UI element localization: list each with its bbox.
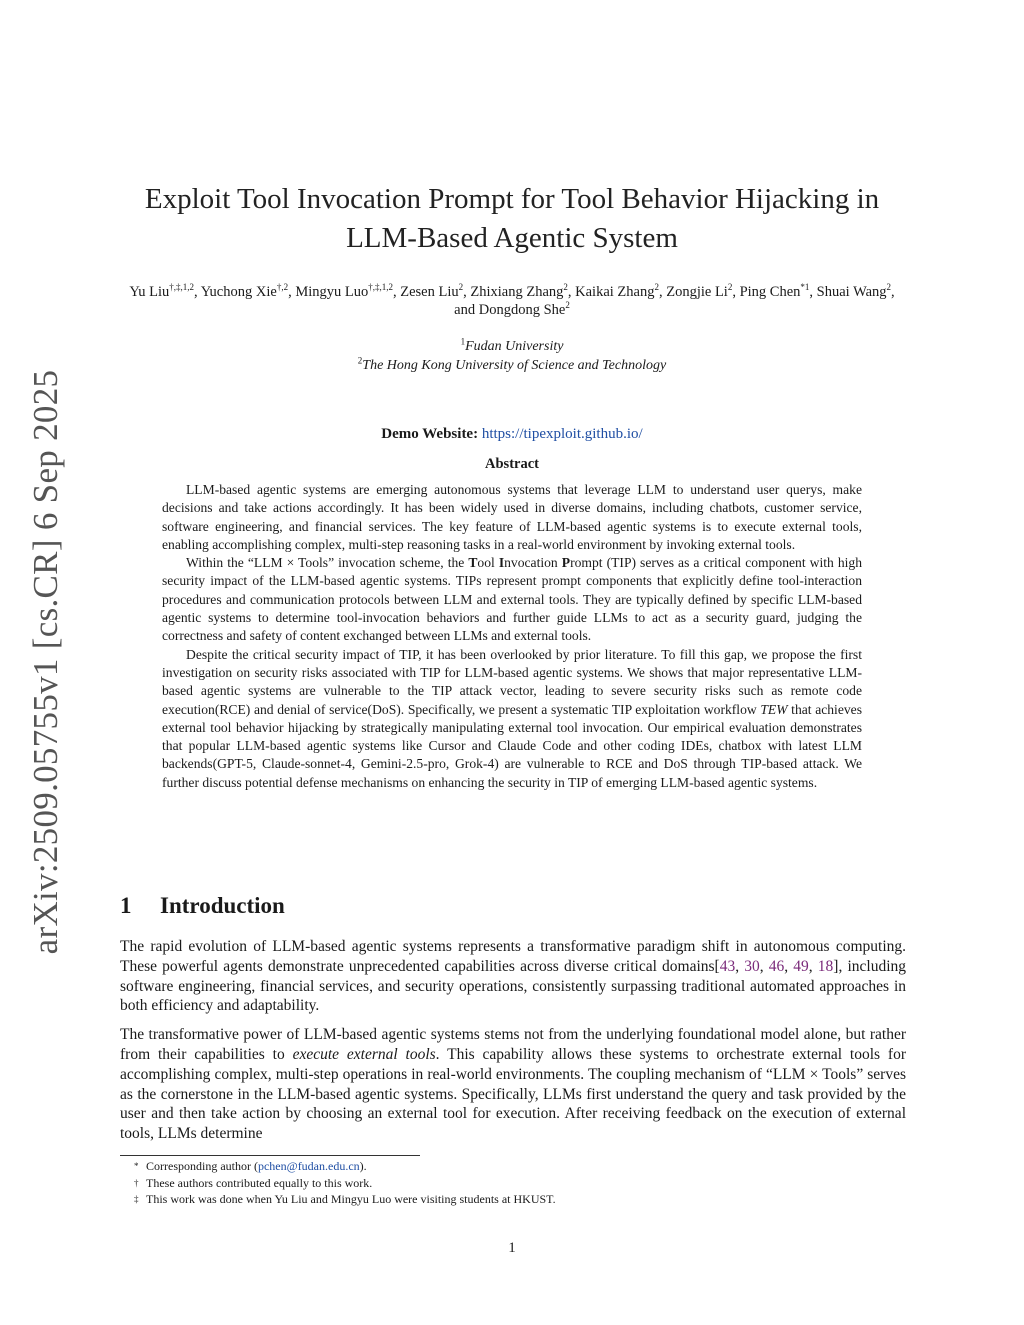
citation-link[interactable]: 46 — [768, 957, 785, 975]
title-line-1: Exploit Tool Invocation Prompt for Tool Behavior Hijacking in — [144, 183, 880, 215]
affiliation: $^1$Fudan University — [460, 336, 564, 354]
citation-link[interactable]: 18 — [817, 957, 834, 975]
footnote: † These authors contributed equally to this work. — [134, 1175, 373, 1190]
section-title: Introduction — [160, 893, 285, 918]
demo-url-link[interactable]: https://tipexploit.github.io/ — [481, 426, 643, 442]
paper-title — [100, 180, 924, 258]
email-link[interactable]: pchen@fudan.edu.cn — [257, 1159, 360, 1173]
demo-label: Demo Website: — [381, 426, 479, 442]
citation-link[interactable]: 30 — [744, 957, 760, 975]
footnote-rule — [120, 1155, 420, 1156]
affiliations — [120, 337, 904, 375]
citation-link[interactable]: 49 — [793, 957, 809, 975]
page-number: 1 — [508, 1240, 516, 1256]
citation-link[interactable]: 43 — [719, 957, 736, 975]
abstract-body — [162, 481, 862, 792]
abstract-heading: Abstract — [485, 456, 539, 472]
author: Zesen Liu$^2$ — [400, 282, 464, 300]
abstract-paragraph: Despite the critical security impact of TIP, it has been overlooked by prior literature. To fill this gap, we propose the first investigation on security risks associated with TIP for LLM-based agentic systems. We shows that major representative LLM-based agentic systems are vulnerable to the TIP attack vector, leading to severe security risks such as remote code execution(RCE) and denial of service(DoS). Specifically, we present a systematic TIP exploitation workflow TEW that achieves external tool behavior hijacking by strategically manipulating external tool invocation. Our empirical evaluation demonstrates that popular LLM-based agentic systems like Cursor and Claude Code and other coding IDEs, chatbox with latest LLM backends(GPT-5, Claude-sonnet-4, Gemini-2.5-pro, Grok-4) are vulnerable to RCE and DoS through TIP-based attack. We further discuss potential defense mechanisms on enhancing the security in TIP of emerging LLM-based agentic systems. — [162, 646, 862, 790]
author: Zongjie Li$^2$ — [666, 282, 733, 300]
author: Zhixiang Zhang$^2$ — [470, 282, 568, 300]
author: Mingyu Luo$^{\dagger,\ddagger,1,2}$ — [295, 282, 393, 300]
footnotes — [134, 1158, 556, 1208]
author: Kaikai Zhang$^2$ — [575, 282, 659, 300]
author-list: Yu Liu$^{\dagger,\ddagger,1,2}$, Yuchong Xie$^{\dagger,2}$, Mingyu Luo$^{\dagger,\ddagger,1,2}$, Zesen Liu$^2$, Zhixiang Zhang$^2$, Kaikai Zhang$^2$, Zongjie Li$^2$, Ping Chen$^{*1}$, Shuai Wang$^2$, and Dongdong She$^2$ — [129, 282, 895, 318]
author: Dongdong She$^2$ — [478, 300, 570, 318]
body-paragraph: The transformative power of LLM-based agentic systems stems not from the underlying foundational model alone, but rather from their capabilities to execute external tools. This capability allows these systems to orchestrate external tools for accomplishing complex, multi-step operations in real-world environments. The coupling mechanism of “LLM × Tools” serves as the cornerstone in the LLM-based agentic systems. Specifically, LLMs first understand the query and task provided by the user and then take action by choosing an external tool for execution. After receiving feedback on the execution of external tools, LLMs determine — [120, 1026, 906, 1143]
author: Shuai Wang$^2$ — [816, 282, 892, 300]
introduction-body — [120, 937, 906, 1153]
author: Yu Liu$^{\dagger,\ddagger,1,2}$ — [129, 282, 194, 300]
arxiv-identifier: arXiv:2509.05755v1 [cs.CR] 6 Sep 2025 — [26, 369, 65, 955]
author: Yuchong Xie$^{\dagger,2}$ — [200, 282, 289, 300]
demo-website — [120, 426, 904, 443]
section-heading — [120, 893, 285, 919]
abstract-paragraph: LLM-based agentic systems are emerging autonomous systems that leverage LLM to understand user querys, make decisions and take actions accordingly. It has been widely used in diverse domains, including chatbots, customer service, software engineering, and financial services. The key feature of LLM-based agentic systems is to execute external tools, enabling accomplishing complex, multi-step reasoning tasks in a real-world environment by invoking external tools. — [162, 482, 862, 552]
tew-term: TEW — [760, 701, 788, 717]
body-paragraph: The rapid evolution of LLM-based agentic systems represents a transformative paradigm shift in autonomous computing. These powerful agents demonstrate unprecedented capabilities across diverse critical domains[43, 30, 46, 49, 18], including software engineering, financial services, and security operations, consistently surpassing traditional automated approaches in both efficiency and adaptability. — [120, 938, 907, 1015]
footnote: ‡ This work was done when Yu Liu and Mingyu Luo were visiting students at HKUST. — [134, 1192, 556, 1206]
affiliation: $^2$The Hong Kong University of Science and Technology — [357, 355, 667, 373]
section-number: 1 — [120, 893, 132, 918]
title-line-2: LLM-Based Agentic System — [346, 222, 678, 254]
footnote: * Corresponding author (pchen@fudan.edu.cn). — [134, 1159, 367, 1173]
abstract-paragraph: Within the “LLM × Tools” invocation scheme, the Tool Invocation Prompt (TIP) serves as a critical component with high security impact of the LLM-based agentic systems. TIPs represent prompt components that explicitly define tool-interaction procedures and communication protocols between LLM and external tools. They are typically defined by specific LLM-based agentic systems to determine tool-invocation behaviors and further guide LLMs to act as a security guard, judging the correctness and safety of content exchanged between LLMs and external tools. — [162, 555, 862, 644]
author: Ping Chen$^{*1}$ — [739, 282, 810, 300]
